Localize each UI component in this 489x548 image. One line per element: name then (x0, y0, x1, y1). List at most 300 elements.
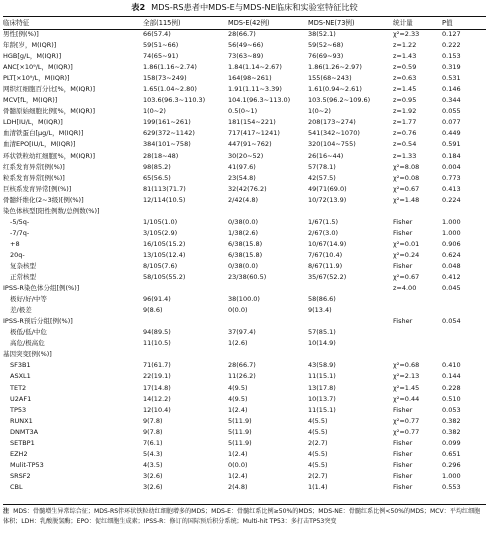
table-row (3, 371, 486, 382)
cell-statistic: χ²=8.08 (393, 162, 420, 171)
cell-mds-e: 0/38(0.0) (228, 217, 259, 226)
cell-all: 9(7.8) (143, 427, 163, 436)
cell-mds-ne: 10(13.7) (308, 394, 336, 403)
table-row (3, 62, 486, 73)
cell-all: 66(57.4) (143, 30, 171, 38)
cell-p-value: 0.410 (442, 361, 461, 370)
table-row (3, 460, 486, 471)
cell-p-value: 0.413 (442, 184, 461, 193)
cell-p-value: 0.045 (442, 284, 461, 293)
cell-all: 4(3.5) (143, 460, 163, 469)
cell-statistic: χ²=0.44 (393, 394, 420, 403)
cell-p-value: 0.222 (442, 41, 461, 50)
table-row (3, 40, 486, 51)
cell-mds-e: 5(11.9) (228, 427, 252, 436)
cell-statistic: Fisher (393, 449, 413, 458)
table-header-row (3, 17, 486, 29)
table-row (3, 349, 486, 360)
cell-feature: 正常核型 (10, 273, 36, 282)
cell-statistic: χ²=0.77 (393, 427, 420, 436)
cell-mds-e: 28(66.7) (228, 30, 256, 38)
cell-feature: 网织红细胞百分比[%，M(IQR)] (3, 85, 95, 94)
cell-all: 11(10.5) (143, 339, 171, 348)
table-row (3, 250, 486, 261)
cell-p-value (442, 206, 486, 217)
cell-statistic: χ²=0.24 (393, 250, 420, 259)
cell-all: 1.65(1.04~2.80) (143, 85, 197, 94)
cell-p-value: 0.773 (442, 173, 461, 182)
cell-all: 158(73~249) (143, 74, 187, 83)
cell-mds-e: 1.84(1.14~2.67) (228, 63, 282, 72)
cell-mds-ne: 57(78.1) (308, 162, 336, 171)
cell-mds-e: 5(11.9) (228, 438, 252, 447)
cell-feature: -5/5q- (10, 217, 30, 226)
table-row (3, 338, 486, 349)
cell-all: 1.86(1.16~2.74) (143, 63, 197, 72)
cell-statistic: z=0.76 (393, 129, 417, 138)
cell-feature: IPSS-R染色体分组[例(%)] (3, 284, 80, 293)
cell-all: 9(8.6) (143, 306, 163, 315)
cell-statistic (393, 349, 442, 360)
cell-feature: CBL (10, 482, 23, 491)
cell-p-value: 0.412 (442, 273, 461, 282)
cell-feature: SETBP1 (10, 438, 35, 447)
header-mds-ne: MDS-NE(73例) (308, 19, 355, 27)
cell-statistic: z=0.63 (393, 74, 417, 83)
cell-statistic (393, 305, 442, 316)
cell-mds-e: 181(154~221) (228, 118, 276, 127)
cell-all: 14(12.2) (143, 394, 171, 403)
table-row (3, 106, 486, 117)
cell-mds-ne: 1(0~2) (308, 107, 331, 116)
cell-feature: 差/极差 (10, 306, 32, 315)
cell-mds-e: 11(26.2) (228, 372, 256, 381)
cell-p-value: 0.344 (442, 96, 461, 105)
table-footnote (3, 507, 486, 527)
cell-statistic: χ²=0.08 (393, 173, 420, 182)
cell-statistic: z=1.33 (393, 151, 417, 160)
table-row (3, 139, 486, 150)
cell-mds-ne: 57(85.1) (308, 328, 336, 337)
cell-feature: 环状铁粒幼红细胞[%，M(IQR)] (3, 151, 95, 160)
cell-statistic: Fisher (393, 317, 413, 326)
cell-mds-e: 2/42(4.8) (228, 195, 259, 204)
cell-all (143, 283, 228, 294)
cell-all: 3(2.6) (143, 471, 163, 480)
cell-mds-e: 1(2.4) (228, 449, 248, 458)
cell-mds-ne: 42(57.5) (308, 173, 336, 182)
cell-feature: 基因突变[例(%)] (3, 350, 52, 359)
cell-statistic (393, 294, 442, 305)
table-row (3, 95, 486, 106)
cell-mds-e: 447(91~762) (228, 140, 272, 149)
cell-mds-e: 28(66.7) (228, 361, 256, 370)
cell-mds-e: 23(54.8) (228, 173, 256, 182)
cell-mds-e: 0/38(0.0) (228, 261, 259, 270)
cell-statistic: Fisher (393, 261, 413, 270)
cell-mds-e: 4(9.5) (228, 394, 248, 403)
cell-all: 17(14.8) (143, 383, 171, 392)
table-row (3, 316, 486, 327)
cell-all: 94(89.5) (143, 328, 171, 337)
cell-statistic: Fisher (393, 460, 413, 469)
cell-mds-e: 38(100.0) (228, 295, 260, 304)
cell-statistic: χ²=2.13 (393, 372, 420, 381)
cell-p-value (442, 305, 486, 316)
cell-mds-ne: 320(104~755) (308, 140, 356, 149)
table-row (3, 449, 486, 460)
cell-feature: LDH[IU/L，M(IQR)] (3, 118, 63, 127)
cell-feature: ASXL1 (10, 372, 31, 381)
cell-mds-ne: 4(5.5) (308, 416, 328, 425)
table-row (3, 29, 486, 40)
cell-mds-e (228, 349, 308, 360)
cell-mds-e: 0(0.0) (228, 460, 248, 469)
cell-mds-ne: 1(1.4) (308, 482, 328, 491)
cell-feature: 血清EPO[IU/L，M(IQR)] (3, 140, 76, 149)
cell-all: 12(10.4) (143, 405, 171, 414)
cell-mds-ne: 2(2.7) (308, 438, 328, 447)
clinical-features-table (3, 17, 486, 493)
cell-mds-e: 56(49~66) (228, 41, 264, 50)
cell-mds-ne: 11(15.1) (308, 372, 336, 381)
table-row (3, 239, 486, 250)
cell-statistic: χ²=1.45 (393, 383, 420, 392)
cell-feature: RUNX1 (10, 416, 33, 425)
cell-mds-e: 23/38(60.5) (228, 273, 267, 282)
cell-mds-ne: 541(342~1070) (308, 129, 360, 138)
cell-mds-ne: 76(69~93) (308, 52, 344, 61)
cell-all: 98(85.2) (143, 162, 171, 171)
cell-mds-ne (308, 316, 393, 327)
table-row (3, 228, 486, 239)
cell-mds-e: 1.91(1.11~3.39) (228, 85, 282, 94)
cell-mds-e: 30(20~52) (228, 151, 264, 160)
cell-p-value: 0.382 (442, 427, 461, 436)
cell-feature: 复杂核型 (10, 261, 36, 270)
cell-p-value: 0.146 (442, 85, 461, 94)
cell-statistic (393, 338, 442, 349)
cell-mds-ne: 38(52.1) (308, 30, 336, 38)
cell-mds-e: 1/38(2.6) (228, 228, 259, 237)
cell-feature: TET2 (10, 383, 27, 392)
cell-all: 1(0~2) (143, 107, 166, 116)
table-row (3, 162, 486, 173)
cell-mds-ne: 43(58.9) (308, 361, 336, 370)
cell-all: 28(18~48) (143, 151, 179, 160)
table-row (3, 195, 486, 206)
cell-mds-ne: 9(13.4) (308, 306, 332, 315)
cell-p-value: 0.651 (442, 449, 461, 458)
cell-mds-ne: 8/67(11.9) (308, 261, 343, 270)
cell-feature: TP53 (10, 405, 27, 414)
table-row (3, 471, 486, 482)
table-row (3, 383, 486, 394)
cell-all: 22(19.1) (143, 372, 171, 381)
header-all: 全部(115例) (143, 19, 181, 27)
header-mds-e: MDS-E(42例) (228, 19, 270, 27)
cell-mds-e (228, 206, 308, 217)
cell-feature: EZH2 (10, 449, 28, 458)
cell-p-value: 1.000 (442, 217, 461, 226)
header-statistic: 统计量 (393, 19, 413, 27)
cell-mds-e: 6/38(15.8) (228, 250, 263, 259)
cell-feature: -7/7q- (10, 228, 30, 237)
table-row (3, 294, 486, 305)
cell-all: 199(161~261) (143, 118, 191, 127)
cell-statistic: z=1.45 (393, 85, 417, 94)
cell-p-value: 0.296 (442, 460, 461, 469)
cell-statistic: χ²=0.67 (393, 273, 420, 282)
cell-p-value: 0.624 (442, 250, 461, 259)
cell-all: 71(61.7) (143, 361, 171, 370)
cell-all: 1/105(1.0) (143, 217, 178, 226)
cell-all: 3(2.6) (143, 482, 163, 491)
cell-mds-ne: 208(173~274) (308, 118, 356, 127)
footnote-text: MDS：骨髓增生异常综合征；MDS-RS伴环状铁粒幼红细胞增多的MDS；MDS-E：骨髓红系比例≥50%的MDS；MDS-NE：骨髓红系比例<50%的MDS；MCV：平均红细胞体积；LDH：乳酸脱氢酶；EPO：促红细胞生成素；IPSS-R：修订的国际预后积分系统；Multi-hit TP53：多打击TP53突变 (3, 508, 481, 525)
cell-all: 74(65~91) (143, 52, 179, 61)
table-row (3, 360, 486, 371)
cell-p-value: 0.048 (442, 261, 461, 270)
cell-mds-ne: 58(86.6) (308, 295, 336, 304)
cell-mds-ne: 35/67(52.2) (308, 273, 347, 282)
cell-mds-ne: 4(5.5) (308, 460, 328, 469)
cell-mds-ne: 4(5.5) (308, 427, 328, 436)
cell-all: 16/105(15.2) (143, 239, 186, 248)
table-row (3, 73, 486, 84)
cell-feature: PLT[×10⁹/L，M(IQR)] (3, 74, 70, 83)
cell-all: 58/105(55.2) (143, 273, 186, 282)
cell-mds-ne: 4(5.5) (308, 449, 328, 458)
cell-mds-e: 0.5(0~1) (228, 107, 258, 116)
cell-p-value: 0.553 (442, 482, 461, 491)
cell-all: 9(7.8) (143, 416, 163, 425)
cell-feature: 高危/极高危 (10, 339, 45, 348)
cell-mds-e: 0(0.0) (228, 306, 248, 315)
table-caption: MDS-RS患者中MDS-E与MDS-NE临床和实验室特征比较 (151, 2, 358, 12)
cell-all: 103.6(96.3~110.3) (143, 96, 206, 105)
cell-p-value: 0.449 (442, 129, 461, 138)
table-row (3, 438, 486, 449)
cell-feature: 红系发育异常[例(%)] (3, 162, 65, 171)
cell-p-value (442, 338, 486, 349)
cell-all: 13/105(12.4) (143, 250, 186, 259)
cell-statistic: z=0.54 (393, 140, 417, 149)
cell-mds-ne: 26(16~44) (308, 151, 344, 160)
cell-mds-e: 4(9.5) (228, 383, 248, 392)
cell-feature: SF3B1 (10, 361, 31, 370)
cell-mds-ne (308, 349, 393, 360)
cell-mds-e (228, 283, 308, 294)
cell-all: 5(4.3) (143, 449, 163, 458)
cell-feature: 极低/低/中危 (10, 328, 47, 337)
cell-p-value: 0.127 (442, 30, 461, 38)
cell-statistic: χ²=2.33 (393, 30, 420, 38)
table-row (3, 117, 486, 128)
cell-feature: IPSS-R预后分组[例(%)] (3, 317, 73, 326)
cell-all (143, 206, 228, 217)
cell-p-value: 0.510 (442, 394, 461, 403)
cell-feature: HGB[g/L，M(IQR)] (3, 52, 62, 61)
cell-statistic: z=1.77 (393, 118, 417, 127)
cell-mds-e: 32(42(76.2) (228, 184, 267, 193)
table-row (3, 128, 486, 139)
cell-mds-ne: 1.86(1.26~2.97) (308, 63, 362, 72)
cell-p-value: 1.000 (442, 471, 461, 480)
cell-p-value (442, 294, 486, 305)
table-row (3, 283, 486, 294)
table-title (0, 1, 489, 13)
cell-mds-e: 2(4.8) (228, 482, 248, 491)
cell-mds-ne: 103.5(96.2~109.6) (308, 96, 371, 105)
cell-p-value: 0.591 (442, 140, 461, 149)
cell-statistic: z=1.43 (393, 52, 417, 61)
cell-statistic: z=1.92 (393, 107, 417, 116)
cell-all: 65(56.5) (143, 173, 171, 182)
cell-mds-ne: 1/67(1.5) (308, 217, 339, 226)
cell-feature: DNMT3A (10, 427, 39, 436)
table-row (3, 272, 486, 283)
cell-all: 3/105(2.9) (143, 228, 178, 237)
cell-feature: 骨髓纤维化(2~3级)[例(%)] (3, 195, 84, 204)
footnote-prefix: 注 (3, 508, 10, 515)
cell-p-value: 0.054 (442, 317, 461, 326)
cell-feature: 血清铁蛋白[μg/L，M(IQR)] (3, 129, 84, 138)
table-row (3, 206, 486, 217)
cell-statistic: Fisher (393, 471, 413, 480)
cell-mds-e: 73(63~89) (228, 52, 264, 61)
table-body (3, 29, 486, 493)
cell-p-value: 0.319 (442, 63, 461, 72)
cell-p-value: 0.055 (442, 107, 461, 116)
cell-p-value: 0.004 (442, 162, 461, 171)
header-p-value: P值 (442, 19, 453, 27)
cell-all: 7(6.1) (143, 438, 163, 447)
cell-p-value: 0.077 (442, 118, 461, 127)
cell-statistic: z=4.00 (393, 284, 417, 293)
cell-mds-ne: 49(71(69.0) (308, 184, 347, 193)
cell-statistic (393, 327, 442, 338)
table-row (3, 151, 486, 162)
cell-p-value: 0.053 (442, 405, 461, 414)
cell-statistic: χ²=0.01 (393, 239, 420, 248)
cell-p-value: 0.153 (442, 52, 461, 61)
cell-statistic: χ²=1.48 (393, 195, 420, 204)
cell-p-value: 0.228 (442, 383, 461, 392)
cell-mds-ne (308, 283, 393, 294)
cell-statistic: Fisher (393, 217, 413, 226)
cell-feature: SRSF2 (10, 471, 31, 480)
cell-feature: 粒系发育异常[例(%)] (3, 173, 65, 182)
cell-p-value: 0.099 (442, 438, 461, 447)
cell-p-value: 0.531 (442, 74, 461, 83)
cell-statistic: Fisher (393, 438, 413, 447)
cell-feature: +8 (10, 239, 20, 248)
cell-mds-e: 5(11.9) (228, 416, 252, 425)
cell-feature: U2AF1 (10, 394, 32, 403)
cell-mds-ne: 155(68~243) (308, 74, 352, 83)
cell-mds-e: 104.1(96.3~113.0) (228, 96, 291, 105)
cell-p-value: 0.144 (442, 372, 461, 381)
cell-mds-ne: 1.61(0.94~2.61) (308, 85, 362, 94)
cell-mds-ne: 10/72(13.9) (308, 195, 347, 204)
cell-statistic: Fisher (393, 482, 413, 491)
cell-mds-e: 717(417~1241) (228, 129, 280, 138)
header-feature: 临床特征 (3, 19, 30, 27)
cell-mds-ne: 59(52~68) (308, 41, 344, 50)
cell-mds-ne (308, 206, 393, 217)
cell-mds-ne: 10/67(14.9) (308, 239, 347, 248)
cell-mds-e: 164(98~261) (228, 74, 272, 83)
cell-mds-e: 41(97.6) (228, 162, 256, 171)
cell-feature: 骨髓原始细胞比例[%，M(IQR)] (3, 107, 95, 116)
table-row (3, 184, 486, 195)
table-row (3, 84, 486, 95)
cell-statistic: Fisher (393, 228, 413, 237)
cell-feature: ANC[×10⁹/L，M(IQR)] (3, 63, 73, 72)
cell-mds-ne: 13(17.8) (308, 383, 336, 392)
cell-p-value: 0.906 (442, 239, 461, 248)
table-row (3, 327, 486, 338)
cell-mds-ne: 2/67(3.0) (308, 228, 339, 237)
cell-all: 629(372~1142) (143, 129, 195, 138)
cell-statistic: χ²=0.77 (393, 416, 420, 425)
cell-p-value: 0.224 (442, 195, 461, 204)
cell-mds-e: 1(2.4) (228, 471, 248, 480)
cell-all: 96(91.4) (143, 295, 171, 304)
table-row (3, 305, 486, 316)
cell-mds-e: 1(2.4) (228, 405, 248, 414)
cell-feature: 极好/好/中等 (10, 295, 47, 304)
table-label: 表2 (131, 2, 146, 12)
cell-mds-ne: 10(14.9) (308, 339, 336, 348)
cell-p-value: 1.000 (442, 228, 461, 237)
cell-p-value (442, 349, 486, 360)
table-row (3, 482, 486, 493)
cell-all: 81(113(71.7) (143, 184, 186, 193)
cell-feature: 年龄[岁，M(IQR)] (3, 41, 57, 50)
cell-feature: 20q- (10, 250, 25, 259)
cell-feature: 男性[例(%)] (3, 30, 39, 38)
cell-statistic: χ²=0.68 (393, 361, 420, 370)
table-row (3, 405, 486, 416)
table-row (3, 51, 486, 62)
cell-statistic: z=0.95 (393, 96, 417, 105)
table-row (3, 394, 486, 405)
cell-feature: MCV[fL，M(IQR)] (3, 96, 58, 105)
cell-p-value: 0.382 (442, 416, 461, 425)
cell-statistic: z=0.59 (393, 63, 417, 72)
cell-all: 8/105(7.6) (143, 261, 178, 270)
cell-all: 12/114(10.5) (143, 195, 186, 204)
cell-mds-e: 6/38(15.8) (228, 239, 263, 248)
cell-mds-ne: 7/67(10.4) (308, 250, 343, 259)
cell-feature: Mulit-TP53 (10, 460, 44, 469)
cell-mds-e: 1(2.6) (228, 339, 248, 348)
cell-mds-ne: 11(15.1) (308, 405, 336, 414)
table-row (3, 416, 486, 427)
cell-all: 384(101~758) (143, 140, 191, 149)
cell-all: 59(51~66) (143, 41, 179, 50)
cell-statistic: χ²=0.67 (393, 184, 420, 193)
cell-all (143, 316, 228, 327)
cell-feature: 巨核系发育异常[例(%)] (3, 184, 72, 193)
cell-all (143, 349, 228, 360)
table-row (3, 217, 486, 228)
cell-p-value: 0.184 (442, 151, 461, 160)
cell-mds-ne: 2(2.7) (308, 471, 328, 480)
cell-feature: 染色体核型[阳性例数/总例数(%)] (3, 206, 100, 215)
